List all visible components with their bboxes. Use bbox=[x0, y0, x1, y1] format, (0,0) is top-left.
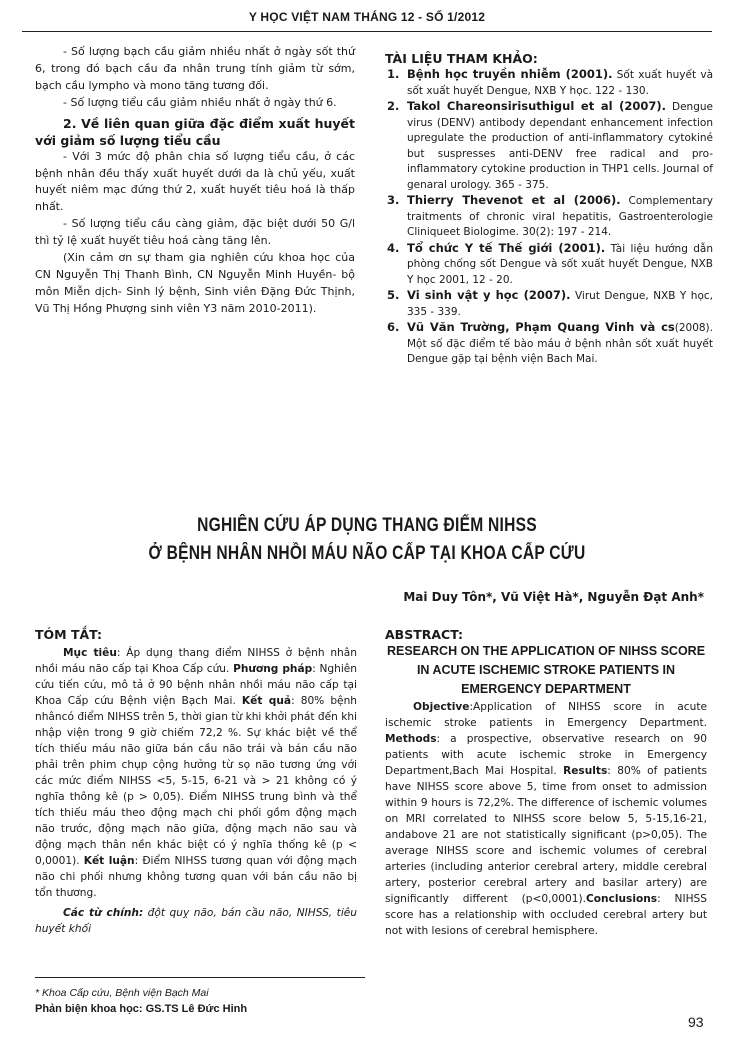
reference-item bbox=[385, 241, 713, 289]
label-methods: Methods bbox=[385, 733, 437, 745]
references bbox=[385, 51, 713, 368]
text: : Nghiên cứu tiến cứu, mô tả ở 90 bệnh nhân nhồi máu não cấp tại Khoa Cấp cứu Bệnh viện Bạch Mai. bbox=[35, 663, 357, 707]
label-method: Phương pháp bbox=[233, 663, 313, 675]
article-title-line-1: NGHIÊN CỨU ÁP DỤNG THANG ĐIỂM NIHSS bbox=[197, 515, 537, 536]
reference-item bbox=[385, 320, 713, 368]
paragraph: - Với 3 mức độ phân chia số lượng tiểu cầu, ở các bệnh nhân đều thấy xuất huyết dưới da là chủ yếu, xuất huyết niêm mạc đứng thứ 2, xuất huyết tiêu hoá là thấp nhất. bbox=[35, 149, 355, 214]
ref-number: 6. bbox=[387, 320, 400, 334]
prev-article-left-column bbox=[35, 44, 355, 318]
keywords bbox=[35, 905, 357, 937]
reference-item bbox=[385, 67, 713, 99]
page-number: 93 bbox=[688, 1014, 704, 1030]
footnote-rule bbox=[35, 977, 365, 978]
reference-item bbox=[385, 288, 713, 320]
footnote: * Khoa Cấp cứu, Bệnh viện Bạch Mai bbox=[35, 987, 209, 999]
paragraph: - Số lượng tiểu cầu giảm nhiều nhất ở ngày thứ 6. bbox=[63, 95, 337, 109]
label-objective: Mục tiêu bbox=[63, 647, 117, 659]
english-abstract bbox=[385, 627, 707, 939]
keywords-text: đột quỵ não, bán cầu não, NIHSS, tiêu huyết khối bbox=[35, 907, 357, 935]
ref-lead: Tổ chức Y tế Thế giới (2001). bbox=[407, 240, 606, 255]
running-header: Y HỌC VIỆT NAM THÁNG 12 - SỐ 1/2012 bbox=[248, 10, 486, 24]
ref-number: 4. bbox=[387, 240, 400, 255]
abstract-heading-en: ABSTRACT: bbox=[385, 627, 464, 642]
text: : Áp dụng thang điểm NIHSS ở bệnh nhân nhồi máu não cấp tại Khoa Cấp cứu. bbox=[35, 647, 357, 675]
ref-number: 5. bbox=[387, 288, 400, 302]
ref-lead: Vi sinh vật y học (2007). bbox=[407, 288, 571, 302]
reference-item bbox=[385, 99, 713, 193]
abstract-heading-vn: TÓM TẮT: bbox=[35, 627, 102, 642]
ref-text: Tài liệu hướng dẫn phòng chống sốt Dengue và sốt xuất huyết Dengue, NXB Y học 2001, 12 - 20. bbox=[407, 242, 713, 286]
ref-text: Virut Dengue, NXB Y học, 335 - 339. bbox=[407, 290, 713, 318]
section-heading: 2. Về liên quan giữa đặc điểm xuất huyết với giảm số lượng tiểu cầu bbox=[35, 115, 355, 148]
ref-number: 1. bbox=[387, 67, 400, 81]
label-conclusions: Conclusions bbox=[585, 893, 658, 905]
abstract-body-vn bbox=[35, 645, 357, 901]
ref-lead: Thierry Thevenot et al (2006). bbox=[407, 193, 621, 207]
abstract-body-en bbox=[385, 699, 707, 939]
label-results: Results bbox=[563, 765, 608, 777]
ref-text: (2008). Một số đặc điểm tế bào máu ở bệnh nhân sốt xuất huyết Dengue gặp tại bệnh viện Bach Mai. bbox=[407, 322, 713, 365]
text: : Điểm NIHSS tương quan với động mạch não chi phối nhưng không tương quan với bán cầu não bị tổn thương. bbox=[35, 855, 357, 899]
ref-text: Sốt xuất huyết và sốt xuất huyết Dengue, NXB Y học. 122 - 130. bbox=[407, 69, 713, 97]
article-title-line-2: Ở BỆNH NHÂN NHỒI MÁU NÃO CẤP TẠI KHOA CẤP CỨU bbox=[148, 543, 586, 564]
vietnamese-abstract bbox=[35, 627, 357, 937]
ref-text: Complementary traitments of chronic viral hepatitis, Gastroenterologie Cliniqueet Biologime. 30(2): 197 - 214. bbox=[407, 195, 713, 238]
ref-number: 2. bbox=[387, 99, 400, 113]
ref-number: 3. bbox=[387, 193, 400, 207]
label-conclusion: Kết luận bbox=[83, 855, 135, 867]
label-results: Kết quả bbox=[241, 695, 292, 707]
header-rule bbox=[22, 31, 712, 32]
paragraph: - Số lượng bạch cầu giảm nhiều nhất ở ngày sốt thứ 6, trong đó bạch cầu đa nhân trung tính giảm từ sớm, bạch cầu lympho và mono tăng tương đối. bbox=[35, 45, 355, 92]
text: : NIHSS score has a relationship with occluded cerebral artery but not with lesions of cerebral hemisphere. bbox=[385, 893, 707, 937]
ref-lead: Takol Chareonsirisuthigul et al (2007). bbox=[407, 99, 667, 113]
label-objective: Objective bbox=[413, 701, 470, 713]
reference-item bbox=[385, 193, 713, 241]
ref-text: Dengue virus (DENV) antibody dependant enhancement infection upregulate the production of anti-inflammatory cytokiné but suspresses anti-DENV free radical and pro-inflammatory cytokine production in THP1 cells. Journal of genaral urology. 365 - 375. bbox=[407, 101, 713, 191]
ref-lead: Vũ Văn Trường, Phạm Quang Vinh và cs bbox=[407, 320, 675, 334]
text: : a prospective, observative research on 90 patients with acute ischemic stroke in Emergency Department,Bach Mai Hospital. bbox=[385, 733, 707, 777]
keywords-label: Các từ chính: bbox=[63, 907, 144, 919]
ref-lead: Bệnh học truyền nhiễm (2001). bbox=[407, 67, 613, 81]
authors: Mai Duy Tôn*, Vũ Việt Hà*, Nguyễn Đạt Anh* bbox=[403, 590, 704, 604]
references-title: TÀI LIỆU THAM KHẢO: bbox=[385, 51, 538, 66]
text: :Application of NIHSS score in acute ischemic stroke patients in Emergency Department. bbox=[385, 701, 707, 729]
acknowledgement: (Xin cảm ơn sự tham gia nghiên cứu khoa học của CN Nguyễn Thị Thanh Bình, CN Nguyễn Minh Huyền- bộ môn Miễn dịch- Sinh lý bệnh, Sinh viên Đặng Đức Thịnh, Vũ Thị Hồng Phượng sinh viên Y3 năm 2010-2011). bbox=[35, 251, 355, 315]
abstract-title-en: RESEARCH ON THE APPLICATION OF NIHSS SCORE IN ACUTE ISCHEMIC STROKE PATIENTS IN EMERGENCY DEPARTMENT bbox=[386, 644, 706, 696]
paragraph: - Số lượng tiểu cầu càng giảm, đặc biệt dưới 50 G/l thì tỷ lệ xuất huyết tiêu hoá càng tăng lên. bbox=[35, 217, 355, 248]
text: : 80% of patients have NIHSS score above 5, time from onset to admission within 9 hours is 72,2%. The difference of ischemic volumes on MRI correlated to NIHSS score below 5, 5-15,16-21, andabove 21 are not statistically significant (p>0,05). The average NIHSS score and ischemic volumes of cerebral arteries (including anterior cerebral artery, middle cerebral artery, posterior cerebral artery and basilar artery) are significantly different (p<0,0001). bbox=[385, 765, 707, 905]
text: : 80% bệnh nhâncó điểm NIHSS trên 5, thời gian từ khi khởi phát đến khi nhập viện trong 9 giờ chiếm 72,2 %. Sự khác biệt về thể tích thiếu máu não giữa bán cầu não trái và bán cầu não phải trên phim chụp cộng hưởng từ sọ não tương ứng với các mức điểm NIHSS <5, 5-15, 6-21 và > 21 không có ý nghĩa thông kê (p > 0,05). Điểm NIHSS trung bình và thể tích thiếu máu theo động mạch chi phối gồm động mạch não trước, động mạch não giữa, động mạch não sau và động mạch thân nền khác biệt có ý nghĩa thống kê (p < 0,0001). bbox=[35, 695, 357, 867]
reviewer: Phản biện khoa học: GS.TS Lê Đức Hinh bbox=[35, 1003, 248, 1015]
